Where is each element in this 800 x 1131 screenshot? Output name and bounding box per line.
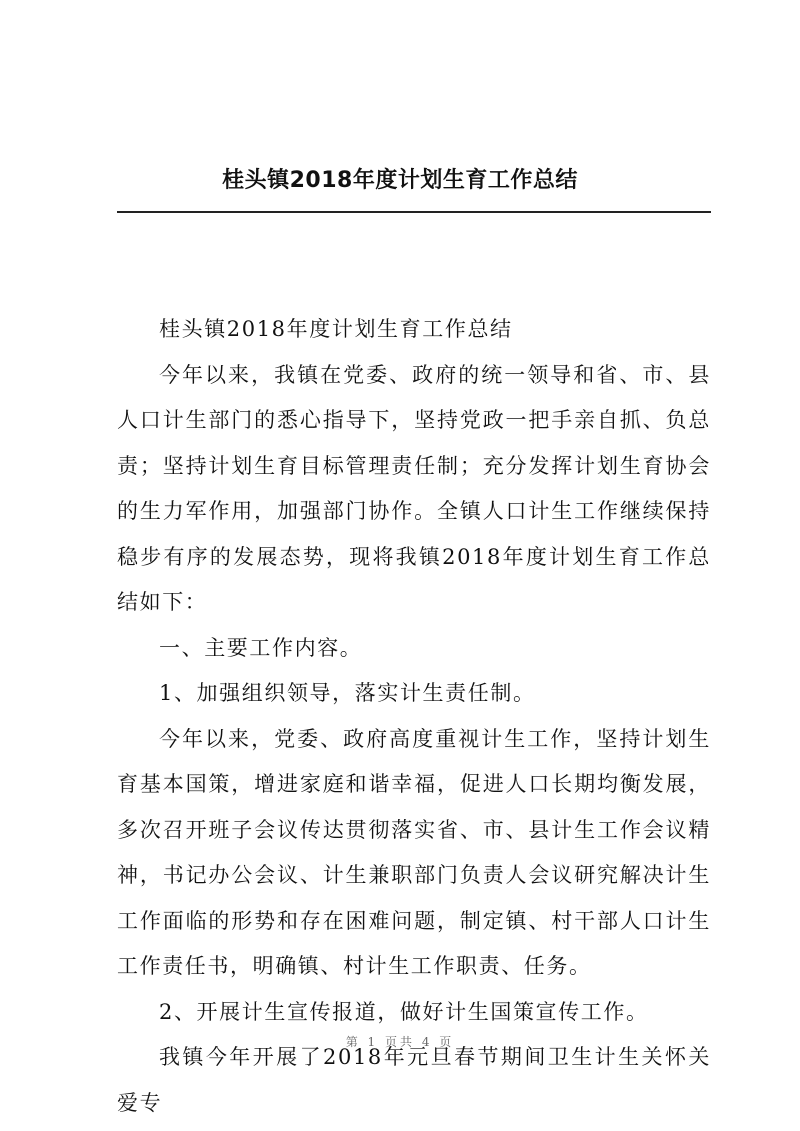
paragraph: 我镇今年开展了2018年元旦春节期间卫生计生关怀关爱专 <box>117 1045 711 1115</box>
paragraph: 今年以来，我镇在党委、政府的统一领导和省、市、县人口计生部门的悉心指导下，坚持党政一把手亲自抓、负总责；坚持计划生育目标管理责任制；充分发挥计划生育协会的生力军作用，加强部门协作。全镇人口计生工作继续保持稳步有序的发展态势，现将我镇2018年度计划生育工作总结如下： <box>117 362 711 614</box>
document-title: 桂头镇2018年度计划生育工作总结 <box>222 168 578 193</box>
document-body <box>117 307 711 1126</box>
paragraph: 今年以来，党委、政府高度重视计生工作，坚持计划生育基本国策，增进家庭和谐幸福，促进人口长期均衡发展，多次召开班子会议传达贯彻落实省、市、县计生工作会议精神，书记办公会议、计生兼职部门负责人会议研究解决计生工作面临的形势和存在困难问题，制定镇、村干部人口计生工作责任书，明确镇、村计生工作职责、任务。 <box>117 726 711 978</box>
section-heading: 一、主要工作内容。 <box>159 635 363 660</box>
paragraph-heading: 桂头镇2018年度计划生育工作总结 <box>159 317 513 341</box>
title-divider <box>117 211 711 213</box>
page-number-footer: 第 1 页共 4 页 <box>345 1035 455 1049</box>
subsection-heading: 1、加强组织领导，落实计生责任制。 <box>159 681 536 705</box>
subsection-heading: 2、开展计生宣传报道，做好计生国策宣传工作。 <box>159 999 649 1024</box>
